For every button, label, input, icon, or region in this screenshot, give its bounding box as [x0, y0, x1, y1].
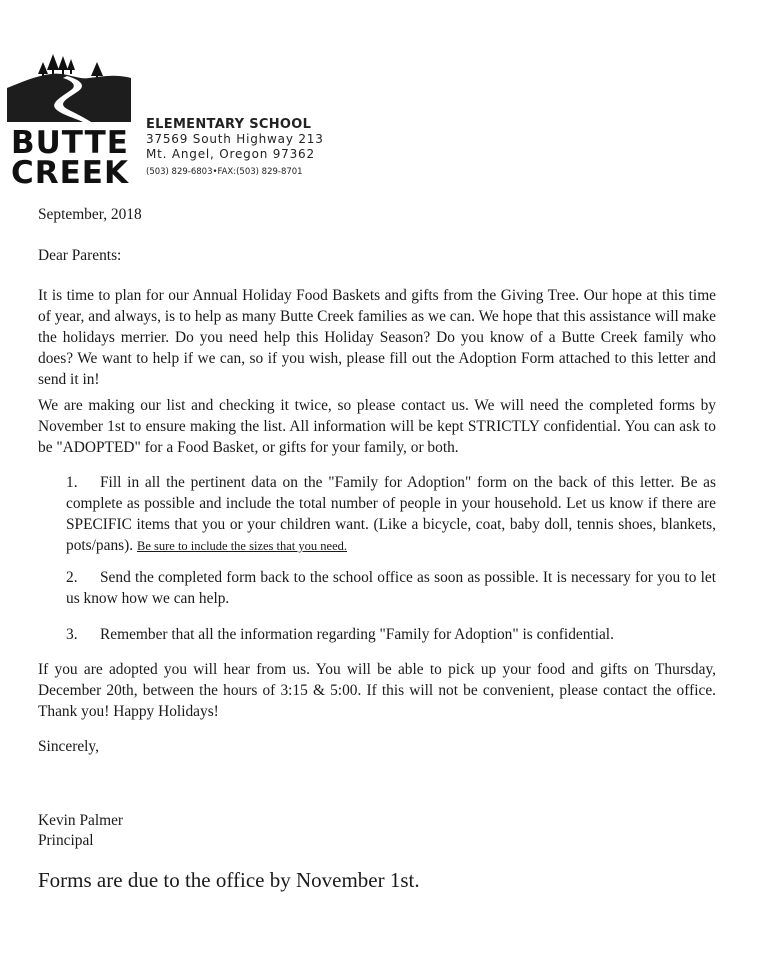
list-item-text: Remember that all the information regarding "Family for Adoption" is confidential. — [100, 626, 614, 643]
mountain-icon — [7, 50, 131, 130]
signer-name: Kevin Palmer — [38, 812, 124, 829]
list-item-number: 3. — [66, 626, 78, 643]
list-item — [66, 624, 716, 645]
list-item-number: 1. — [66, 474, 78, 491]
school-name: ELEMENTARY SCHOOL — [146, 117, 312, 132]
school-header — [146, 117, 376, 179]
letter-closing: Sincerely, — [38, 738, 99, 755]
letter-paragraph-3: If you are adopted you will hear from us. You will be able to pick up your food and gifts on Thursday, December 20th, between the hours of 3:15 & 5:00. If this will not be convenient, please contact the office. Thank you! Happy Holidays! — [38, 661, 716, 720]
footer-note: Forms are due to the office by November 1st. — [38, 868, 420, 892]
signer-title: Principal — [38, 832, 94, 849]
logo-text-butte: BUTTE — [11, 125, 129, 161]
letter-paragraph-1: It is time to plan for our Annual Holiday Food Baskets and gifts from the Giving Tree. Our hope at this time of year, and always, is to help as many Butte Creek families as we can. We hope that this assistance will make the holidays merrier. Do you need help this Holiday Season? Do you know of a Butte Creek family who does? We want to help if we can, so if you wish, please fill out the Adoption Form attached to this letter and send it in! — [38, 287, 716, 388]
list-item-number: 2. — [66, 569, 78, 586]
school-phone-fax: (503) 829-6803•FAX:(503) 829-8701 — [146, 167, 303, 177]
letter-paragraph-2: We are making our list and checking it twice, so please contact us. We will need the completed forms by November 1st to ensure making the list. All information will be kept STRICTLY confidential. You can ask to be "ADOPTED" for a Food Basket, or gifts for your family, or both. — [38, 397, 716, 456]
school-address-line2: Mt. Angel, Oregon 97362 — [146, 147, 315, 161]
list-item-underlined-note: Be sure to include the sizes that you need. — [136, 539, 347, 553]
school-address-line1: 37569 South Highway 213 — [146, 132, 324, 146]
list-item — [66, 472, 716, 557]
list-item — [66, 567, 716, 609]
list-item-text: Fill in all the pertinent data on the "Family for Adoption" form on the back of this letter. Be as complete as possible and include the total number of people in your household. Let us know if there are SPECIFIC items that you or your children want. (Like a bicycle, coat, baby doll, tennis shoes, blankets, pots/pans). — [66, 474, 716, 554]
list-item-text: Send the completed form back to the school office as soon as possible. It is necessary for you to let us know how we can help. — [66, 569, 716, 607]
logo-text-creek: CREEK — [11, 155, 129, 191]
school-logo — [7, 50, 131, 191]
letter-salutation: Dear Parents: — [38, 247, 122, 264]
letter-date: September, 2018 — [38, 206, 142, 223]
